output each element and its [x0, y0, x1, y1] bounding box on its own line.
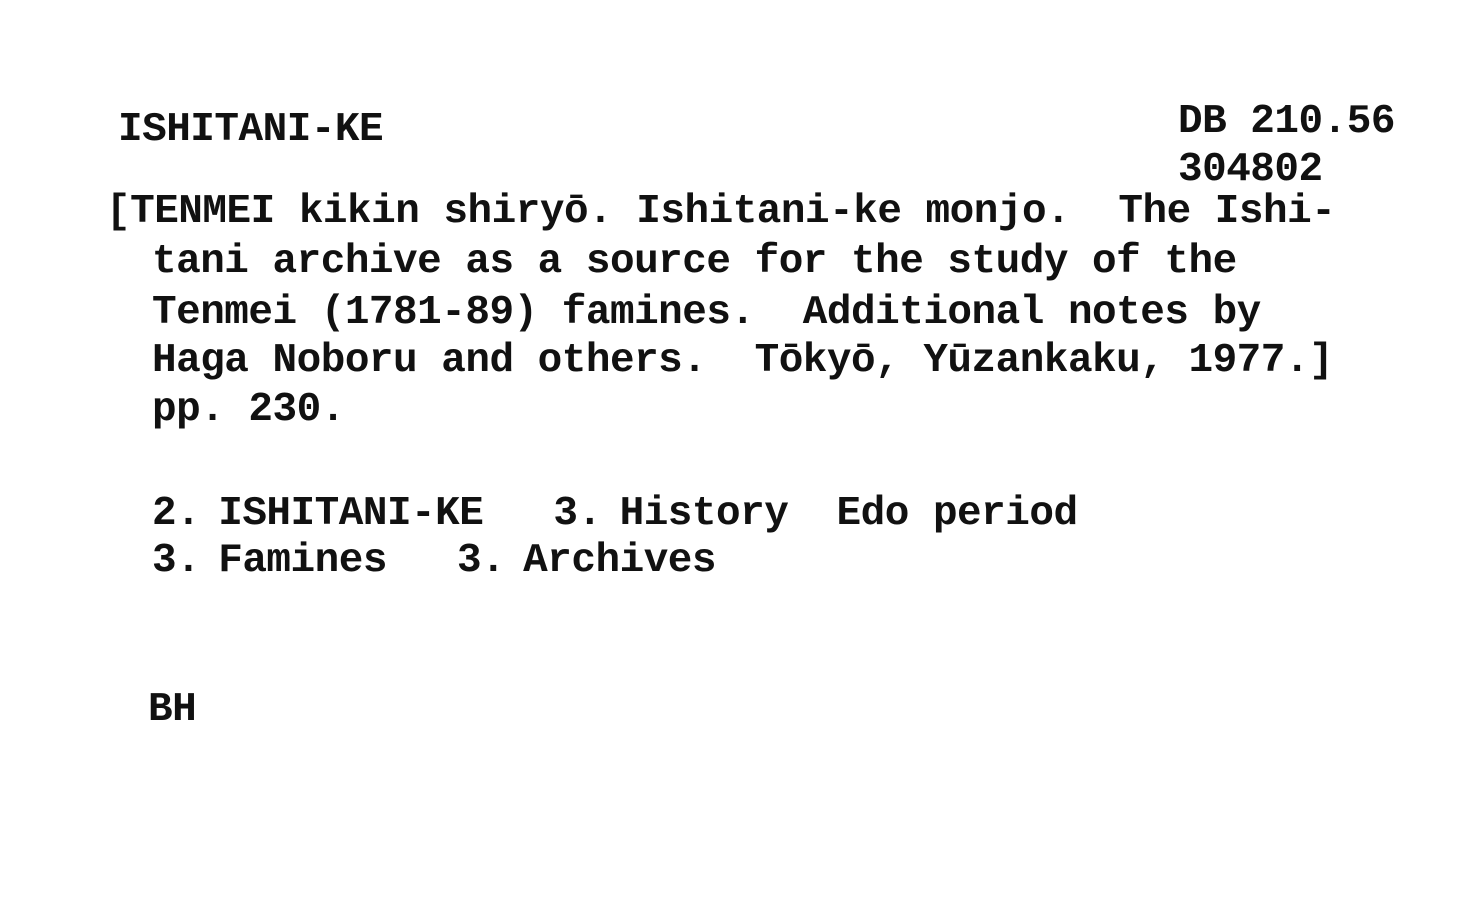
call-number-line-2: 304802: [1178, 147, 1323, 193]
cataloger-initials: BH: [148, 687, 197, 733]
main-heading: ISHITANI-KE: [118, 107, 384, 153]
tracing-term: ISHITANI-KE: [218, 491, 484, 537]
tracings-line-1: [152, 490, 1078, 538]
tracings-line-2: [152, 537, 716, 585]
body-line-1: [TENMEI kikin shiryō. Ishitani-ke monjo. The Ishi-: [106, 189, 1336, 235]
tracing-term: History Edo period: [619, 491, 1078, 537]
tracing-number: 2.: [152, 491, 201, 537]
body-line-3: Tenmei (1781-89) famines. Additional notes by: [152, 290, 1261, 336]
tracing-number: 3.: [553, 491, 602, 537]
tracing-number: 3.: [152, 538, 201, 584]
body-line-2: tani archive as a source for the study of the: [152, 239, 1237, 285]
tracing-term: Famines: [218, 538, 387, 584]
call-number-line-1: DB 210.56: [1178, 99, 1395, 145]
tracing-number: 3.: [456, 538, 506, 584]
collation-line: pp. 230.: [152, 387, 345, 433]
tracing-term: Archives: [523, 538, 717, 584]
body-line-4: Haga Noboru and others. Tōkyō, Yūzankaku, 1977.]: [152, 338, 1334, 384]
